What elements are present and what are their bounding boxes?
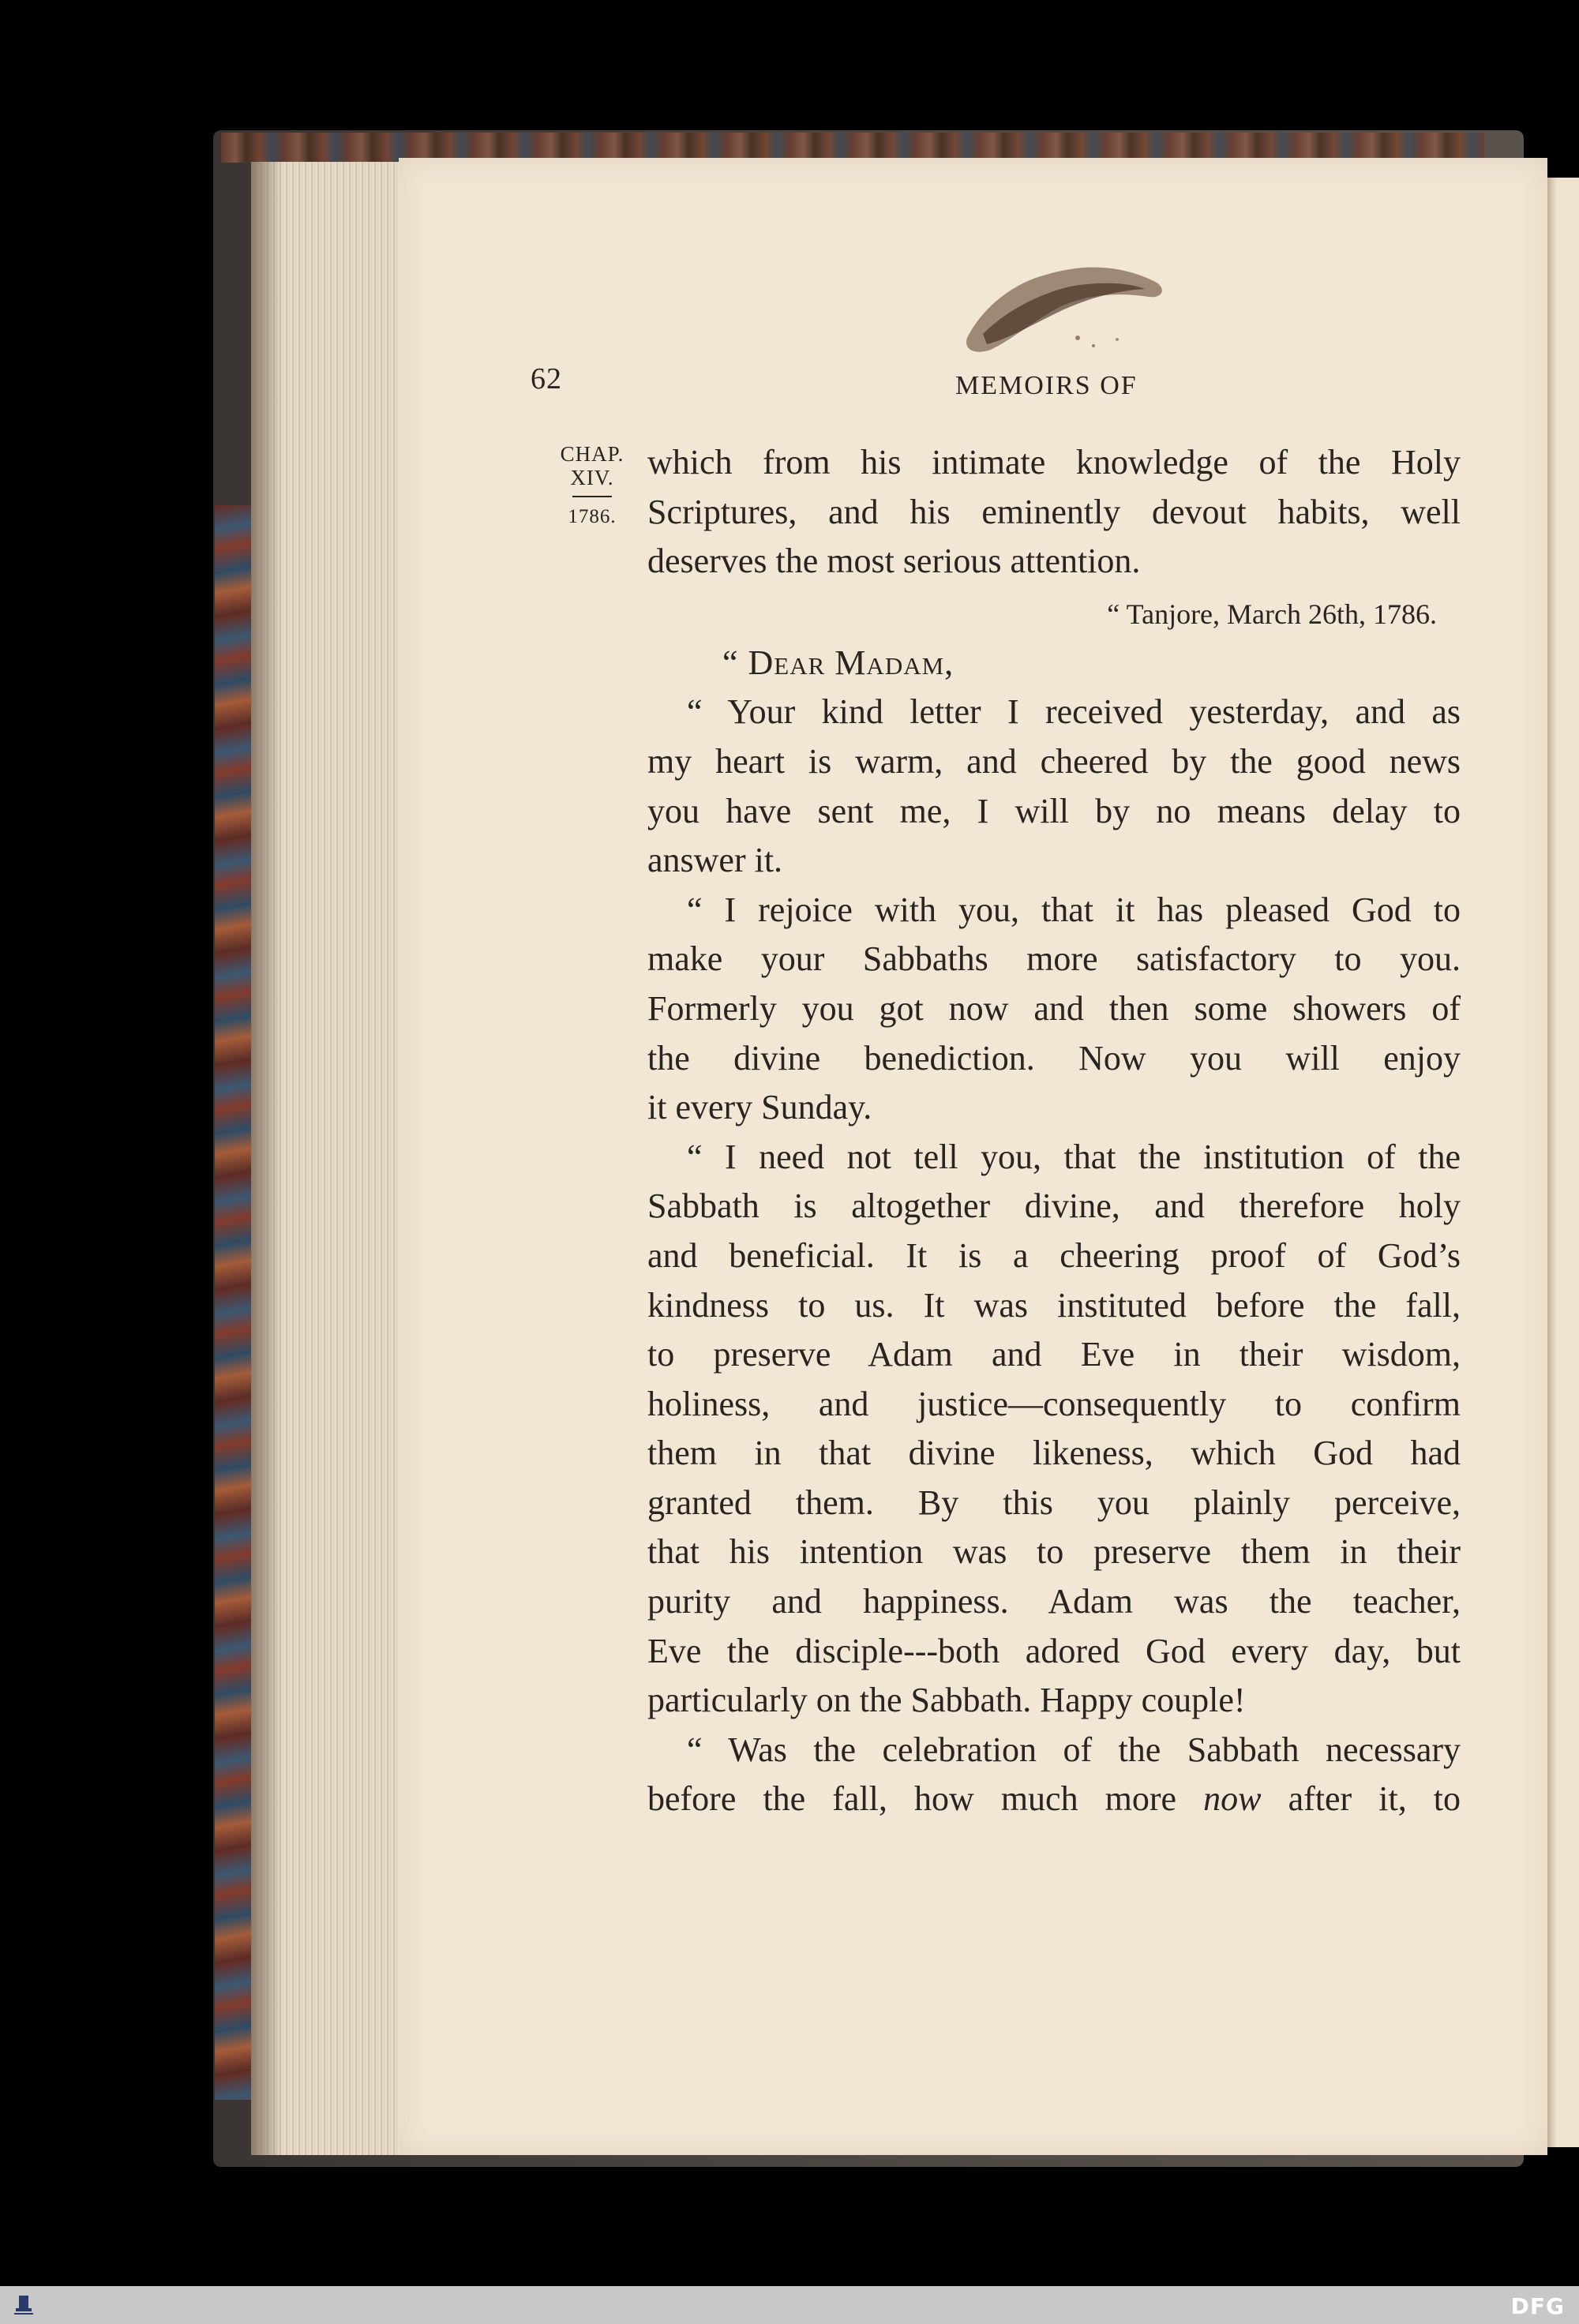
text-fragment: before the fall, how much more [647, 1779, 1204, 1819]
text-line: answer it. [647, 841, 783, 880]
text-line: to preserve Adam and Eve in their wisdom, [647, 1335, 1461, 1374]
text-line: “ I rejoice with you, that it has pleased God to [687, 890, 1461, 929]
text-line: particularly on the Sabbath. Happy couple! [647, 1681, 1246, 1720]
text-line: it every Sunday. [647, 1088, 872, 1127]
body-text [647, 438, 1461, 1824]
text-line: deserves the most serious attention. [647, 542, 1141, 581]
text-fragment: after it, to [1261, 1779, 1461, 1819]
text-line: and beneficial. It is a cheering proof of God’s [647, 1235, 1461, 1275]
text-line: Sabbath is altogether divine, and therefore holy [647, 1186, 1461, 1226]
text-line: “ I need not tell you, that the institution of the [687, 1137, 1461, 1176]
text-line: Formerly you got now and then some showers of [647, 988, 1461, 1028]
margin-chap-number: XIV. [570, 466, 614, 489]
text-line [647, 1775, 1461, 1824]
text-line: kindness to us. It was instituted before the fall, [647, 1285, 1461, 1325]
margin-year: 1786. [568, 506, 617, 527]
text-line: granted them. By this you plainly perceive, [647, 1482, 1461, 1522]
text-line: Scriptures, and his eminently devout habits, well [647, 492, 1461, 531]
text-line: you have sent me, I will by no means delay to [647, 791, 1461, 830]
text-line: that his intention was to preserve them in their [647, 1532, 1461, 1572]
viewer-footer-bar [0, 2286, 1579, 2324]
margin-chap-label: CHAP. [560, 442, 624, 466]
text-line: purity and happiness. Adam was the teacher, [647, 1582, 1461, 1621]
text-line: the divine benediction. Now you will enjoy [647, 1038, 1461, 1078]
facing-page-edge [1547, 178, 1579, 2147]
page-number: 62 [531, 362, 562, 395]
letter-dateline: “ Tanjore, March 26th, 1786. [1107, 598, 1437, 630]
text-line: Eve the disciple---both adored God every day, but [647, 1631, 1461, 1670]
marbled-edge [215, 505, 256, 2100]
page-stack-shadow [251, 162, 283, 2155]
text-line: make your Sabbaths more satisfactory to you. [647, 939, 1461, 979]
letter-salutation: “ Dear Madam, [722, 643, 955, 682]
text-line: them in that divine likeness, which God had [647, 1434, 1461, 1473]
margin-note [545, 442, 639, 529]
margin-rule [572, 496, 612, 497]
text-line: which from his intimate knowledge of the Holy [647, 443, 1461, 482]
running-head: MEMOIRS OF [955, 371, 1138, 400]
text-line: holiness, and justice—consequently to confirm [647, 1384, 1461, 1423]
text-line: my heart is warm, and cheered by the good news [647, 741, 1461, 781]
text-line: “ Was the celebration of the Sabbath necessary [687, 1730, 1461, 1769]
text-line: “ Your kind letter I received yesterday, and as [687, 692, 1461, 732]
dfg-logo: DFG [1510, 2293, 1565, 2319]
italic-word: now [1203, 1779, 1262, 1819]
library-logo-icon [8, 2289, 39, 2321]
